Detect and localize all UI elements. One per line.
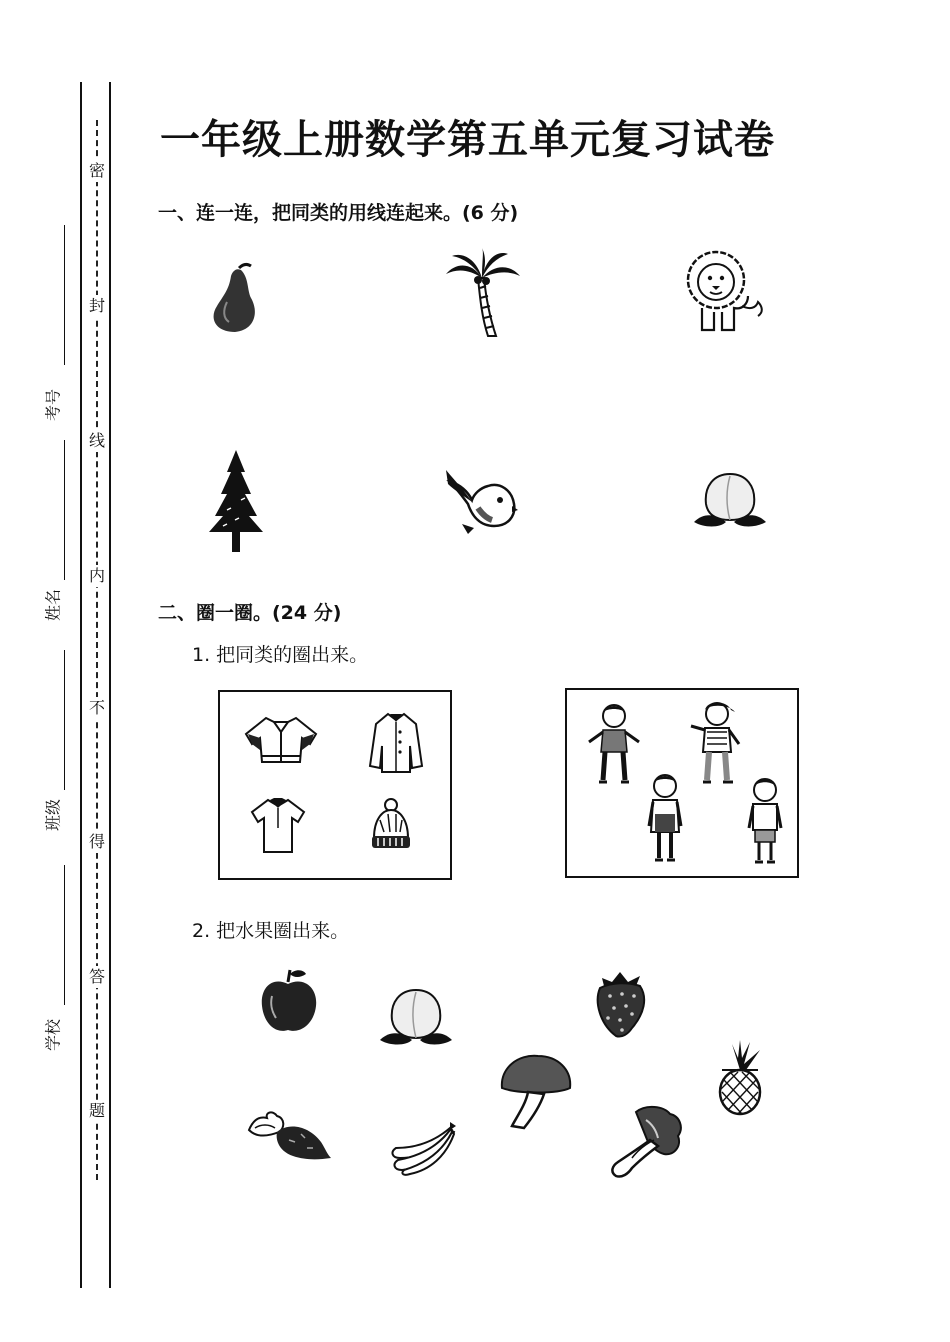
child-icon[interactable] xyxy=(689,700,745,786)
child-icon[interactable] xyxy=(745,776,785,866)
apple-icon[interactable] xyxy=(258,968,320,1036)
seal-char: 得 xyxy=(86,831,108,853)
seal-char: 答 xyxy=(86,966,108,988)
palm-tree-icon[interactable] xyxy=(442,248,522,338)
seal-char: 线 xyxy=(86,430,108,452)
clothing-box xyxy=(218,690,452,880)
strawberry-icon[interactable] xyxy=(592,968,648,1040)
radish-icon[interactable] xyxy=(245,1110,331,1164)
shirt-icon[interactable] xyxy=(250,796,306,856)
page-title: 一年级上册数学第五单元复习试卷 xyxy=(160,117,775,163)
school-label: 学校 xyxy=(43,1018,63,1052)
question-2-1: 1. 把同类的圈出来。 xyxy=(192,644,369,666)
seal-char: 不 xyxy=(86,697,108,719)
pine-tree-icon[interactable] xyxy=(205,450,267,555)
jacket-icon[interactable] xyxy=(242,714,320,766)
cabbage-icon[interactable] xyxy=(606,1102,684,1178)
seal-char: 题 xyxy=(86,1100,108,1122)
child-icon[interactable] xyxy=(587,702,641,786)
peach-icon[interactable] xyxy=(376,986,456,1050)
margin-rule-inner xyxy=(109,82,111,1288)
lion-icon[interactable] xyxy=(686,250,768,334)
child-icon[interactable] xyxy=(645,772,685,864)
seal-char: 封 xyxy=(86,295,108,317)
pear-icon[interactable] xyxy=(205,262,265,334)
seal-char: 内 xyxy=(86,565,108,587)
mushroom-icon[interactable] xyxy=(498,1052,574,1130)
name-label: 姓名 xyxy=(43,588,63,622)
seal-dashed-line xyxy=(96,120,98,1180)
exam-number-label: 考号 xyxy=(43,388,63,422)
question-2-2: 2. 把水果圈出来。 xyxy=(192,920,350,942)
knit-hat-icon[interactable] xyxy=(370,798,412,852)
peach-icon[interactable] xyxy=(690,470,770,532)
seal-char: 密 xyxy=(86,160,108,182)
coat-icon[interactable] xyxy=(368,710,424,776)
bird-icon[interactable] xyxy=(442,462,518,538)
children-box xyxy=(565,688,799,878)
pineapple-icon[interactable] xyxy=(714,1040,766,1116)
margin-rule-outer xyxy=(80,82,82,1288)
section1-heading: 一、连一连，把同类的用线连起来。(6 分) xyxy=(158,202,519,224)
banana-icon[interactable] xyxy=(388,1118,458,1176)
class-label: 班级 xyxy=(43,798,63,832)
section2-heading: 二、圈一圈。(24 分) xyxy=(158,602,342,624)
